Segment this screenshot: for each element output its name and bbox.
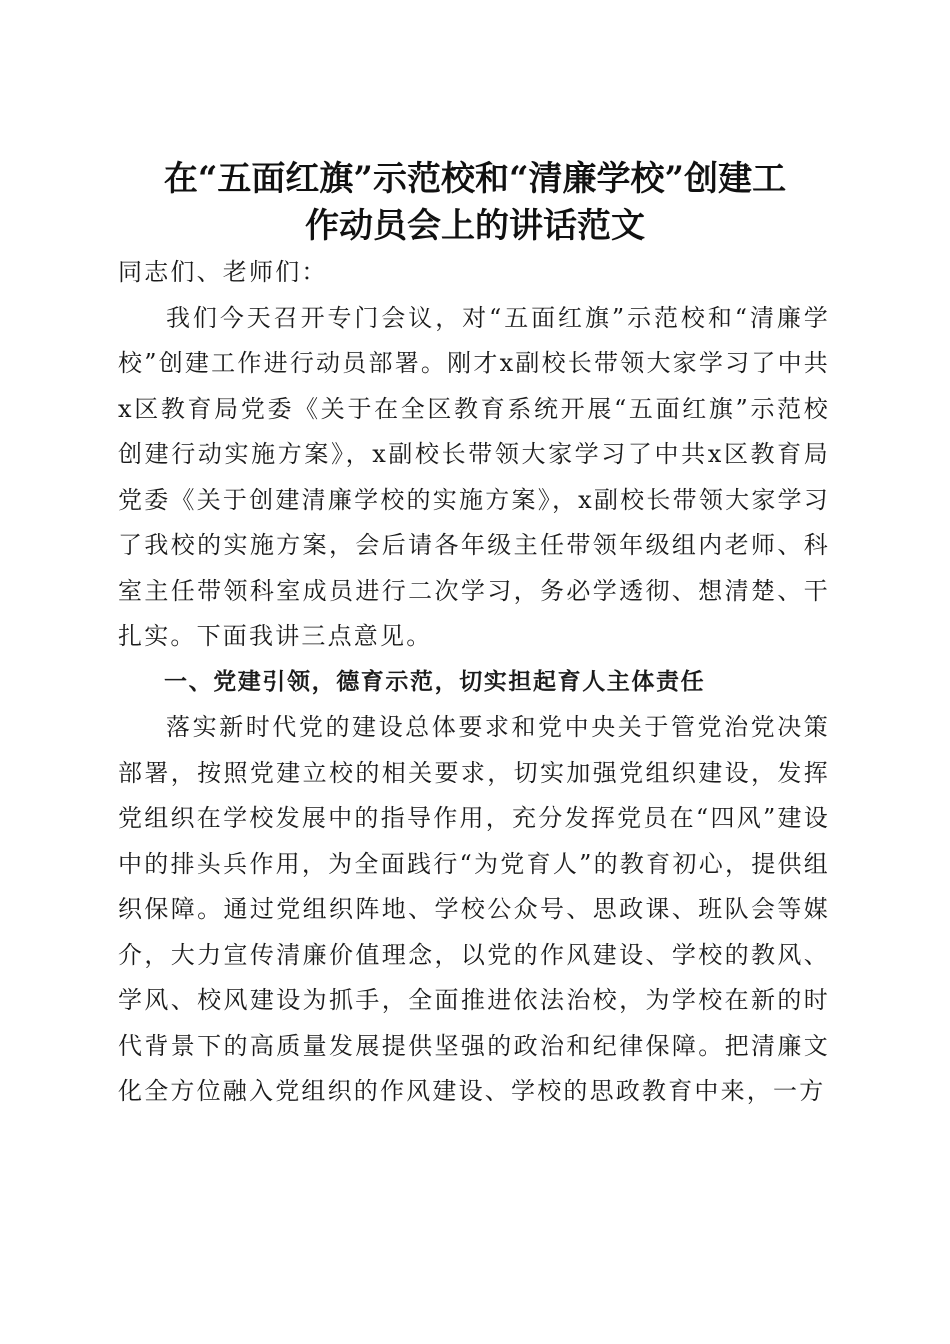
- document-title: [110, 156, 840, 250]
- paragraph-intro: 我们今天召开专门会议，对“五面红旗”示范校和“清廉学校”创建工作进行动员部署。刚才x副校长带领大家学习了中共x区教育局党委《关于在全区教育系统开展“五面红旗”示范校创建行动实施方案》，x副校长带领大家学习了中共x区教育局党委《关于创建清廉学校的实施方案》，x副校长带领大家学习了我校的实施方案，会后请各年级主任带领年级组内老师、科室主任带领科室成员进行二次学习，务必学透彻、想清楚、干扎实。下面我讲三点意见。: [118, 303, 830, 650]
- title-line-1: 在“五面红旗”示范校和“清廉学校”创建工: [163, 158, 787, 199]
- salutation: 同志们、老师们：: [118, 258, 328, 286]
- title-line-2: 作动员会上的讲话范文: [305, 205, 645, 246]
- paragraph-section-1: 落实新时代党的建设总体要求和党中央关于管党治党决策部署，按照党建立校的相关要求，切实加强党组织建设，发挥党组织在学校发展中的指导作用，充分发挥党员在“四风”建设中的排头兵作用，为全面践行“为党育人”的教育初心，提供组织保障。通过党组织阵地、学校公众号、思政课、班队会等媒介，大力宣传清廉价值理念，以党的作风建设、学校的教风、学风、校风建设为抓手，全面推进依法治校，为学校在新的时代背景下的高质量发展提供坚强的政治和纪律保障。把清廉文化全方位融入党组织的作风建设、学校的思政教育中来，一方: [118, 713, 830, 1105]
- section-heading-1: 一、党建引领，德育示范，切实担起育人主体责任: [164, 668, 706, 695]
- document-body: [118, 250, 830, 1115]
